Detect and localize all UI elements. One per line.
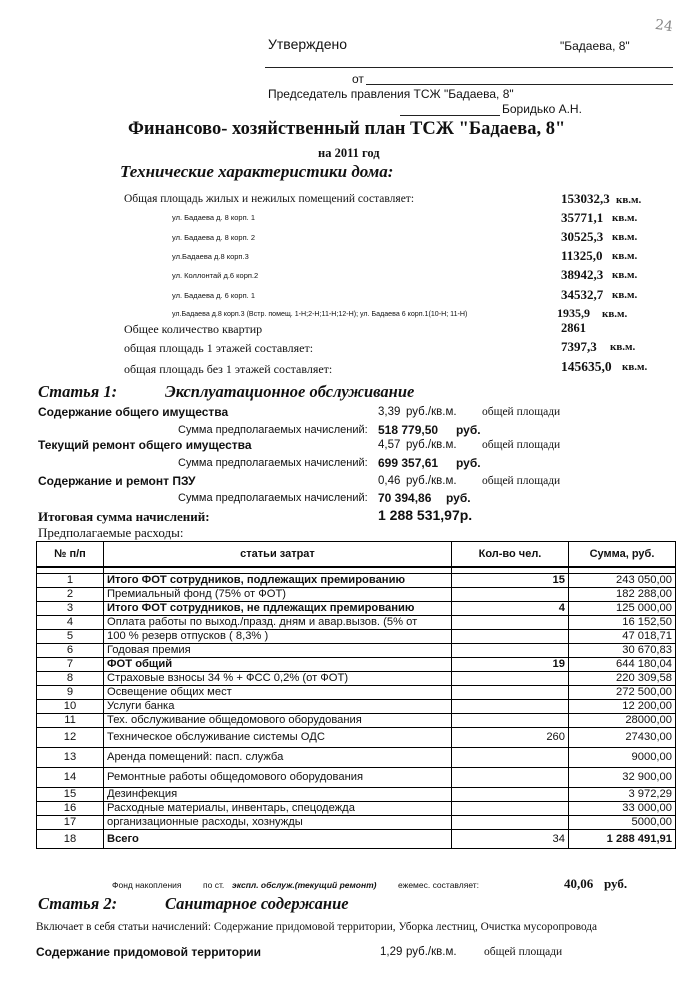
row-amount: 125 000,00 <box>569 602 676 616</box>
table-row <box>37 788 676 802</box>
unit-label: кв.м. <box>612 250 638 262</box>
fund-currency: руб. <box>604 876 628 891</box>
row-people-count <box>452 700 569 714</box>
row-cost-item: Техническое обслуживание системы ОДС <box>104 728 452 748</box>
row-amount: 5000,00 <box>569 816 676 830</box>
item-sum: 518 779,50 <box>378 423 439 437</box>
article2-item-note: общей площади <box>484 946 563 958</box>
unit-label: кв.м. <box>602 308 628 320</box>
total-label: Итоговая сумма начислений: <box>38 509 210 524</box>
table-row <box>37 616 676 630</box>
fund-label-b: по ст. <box>203 880 225 890</box>
row-number: 13 <box>37 748 104 768</box>
table-row <box>37 574 676 588</box>
table-row <box>37 658 676 672</box>
header-cost-item: статьи затрат <box>104 542 452 568</box>
sum-label: Сумма предполагаемых начислений: <box>178 424 368 436</box>
unit-label: кв.м. <box>616 194 642 206</box>
row-number: 6 <box>37 644 104 658</box>
row-amount: 9000,00 <box>569 748 676 768</box>
total-value: 1 288 531,97р. <box>378 507 473 523</box>
row-people-count <box>452 816 569 830</box>
row-amount: 28000,00 <box>569 714 676 728</box>
table-row <box>37 602 676 616</box>
row-people-count: 260 <box>452 728 569 748</box>
row-people-count <box>452 714 569 728</box>
row-people-count <box>452 788 569 802</box>
table-row <box>37 700 676 714</box>
row-people-count: 34 <box>452 830 569 849</box>
row-number: 11 <box>37 714 104 728</box>
table-row <box>37 748 676 768</box>
row-number: 7 <box>37 658 104 672</box>
item-sum: 70 394,86 <box>378 491 432 505</box>
floor1-value: 7397,3 <box>561 339 597 354</box>
row-cost-item: Дезинфекция <box>104 788 452 802</box>
item-name: Содержание общего имущества <box>38 405 229 419</box>
article2-title: Санитарное содержание <box>165 894 349 913</box>
sum-label: Сумма предполагаемых начислений: <box>178 457 368 469</box>
row-people-count: 4 <box>452 602 569 616</box>
building-value: 38942,3 <box>561 267 604 282</box>
building-value: 11325,0 <box>561 248 603 263</box>
no-floor1-label: общая площадь без 1 этажей составляет: <box>124 362 333 376</box>
item-rate-unit: руб./кв.м. <box>406 439 457 451</box>
table-row <box>37 686 676 700</box>
tech-heading: Технические характеристики дома: <box>120 162 394 181</box>
unit-label: кв.м. <box>610 341 636 353</box>
row-amount: 1 288 491,91 <box>569 830 676 849</box>
row-cost-item: ФОТ общий <box>104 658 452 672</box>
row-amount: 30 670,83 <box>569 644 676 658</box>
row-number: 18 <box>37 830 104 849</box>
page-title: Финансово- хозяйственный план ТСЖ "Бадаева, 8" <box>128 119 566 139</box>
total-area-value: 153032,3 <box>561 191 610 206</box>
article2-item-rate: 1,29 <box>380 946 403 958</box>
item-name: Текущий ремонт общего имущества <box>38 438 252 452</box>
signature-name: Боридько А.Н. <box>502 102 582 116</box>
table-header-row <box>37 542 676 568</box>
row-people-count <box>452 802 569 816</box>
area-note: общей площади <box>482 406 561 418</box>
row-people-count: 15 <box>452 574 569 588</box>
row-cost-item: Годовая премия <box>104 644 452 658</box>
floor1-label: общая площадь 1 этажей составляет: <box>124 341 314 355</box>
row-number: 15 <box>37 788 104 802</box>
row-number: 9 <box>37 686 104 700</box>
row-cost-item: Всего <box>104 830 452 849</box>
row-cost-item: Оплата работы по выход./празд. дням и авар.вызов. (5% от <box>104 616 452 630</box>
row-amount: 33 000,00 <box>569 802 676 816</box>
row-amount: 182 288,00 <box>569 588 676 602</box>
area-note: общей площади <box>482 475 561 487</box>
row-people-count <box>452 588 569 602</box>
building-value: 1935,9 <box>557 306 590 320</box>
item-name: Содержание и ремонт ПЗУ <box>38 474 196 488</box>
header-amount: Сумма, руб. <box>569 542 676 568</box>
table-row <box>37 802 676 816</box>
item-rate: 3,39 <box>378 406 401 418</box>
item-sum: 699 357,61 <box>378 456 439 470</box>
org-short-name: "Бадаева, 8" <box>560 39 630 53</box>
row-cost-item: Освещение общих мест <box>104 686 452 700</box>
row-people-count <box>452 748 569 768</box>
row-number: 5 <box>37 630 104 644</box>
row-amount: 12 200,00 <box>569 700 676 714</box>
table-body <box>37 567 676 849</box>
row-number: 12 <box>37 728 104 748</box>
chairman-label: Председатель правления ТСЖ "Бадаева, 8" <box>268 87 514 101</box>
row-amount: 272 500,00 <box>569 686 676 700</box>
building-value: 34532,7 <box>561 287 604 302</box>
row-cost-item: организационные расходы, хознужды <box>104 816 452 830</box>
item-rate-unit: руб./кв.м. <box>406 475 457 487</box>
building-label: ул. Бадаева д. 8 корп. 1 <box>172 213 256 222</box>
row-number: 8 <box>37 672 104 686</box>
building-label: ул.Бадаева д.8 корп.3 (Встр. помещ. 1-Н;2-Н;11-Н;12-Н); ул. Бадаева 6 корп.1(10-Н; 11-Н) <box>172 310 468 318</box>
apartments-value: 2861 <box>561 321 586 335</box>
table-row <box>37 830 676 849</box>
header-number: № п/п <box>37 542 104 568</box>
plan-year: на 2011 год <box>318 146 380 160</box>
sum-label: Сумма предполагаемых начислений: <box>178 492 368 504</box>
fund-label-d: ежемес. составляет: <box>398 880 480 890</box>
row-cost-item: Премиальный фонд (75% от ФОТ) <box>104 588 452 602</box>
table-row <box>37 728 676 748</box>
building-value: 35771,1 <box>561 210 604 225</box>
building-label: ул. Бадаева д. 8 корп. 2 <box>172 233 256 242</box>
area-note: общей площади <box>482 439 561 451</box>
fund-value: 40,06 <box>564 876 594 891</box>
article1-number: Статья 1: <box>38 382 118 401</box>
expenses-table <box>36 541 676 849</box>
row-cost-item: Услуги банка <box>104 700 452 714</box>
signature-line-2 <box>400 115 500 116</box>
row-cost-item: Аренда помещений: пасп. служба <box>104 748 452 768</box>
row-number: 17 <box>37 816 104 830</box>
article2-includes: Включает в себя статьи начислений: Содержание придомовой территории, Уборка лестниц, Очистка мусоропровода <box>36 921 598 933</box>
row-amount: 220 309,58 <box>569 672 676 686</box>
from-label: от <box>352 72 364 86</box>
row-people-count <box>452 644 569 658</box>
building-label: ул. Бадаева д. 6 корп. 1 <box>172 291 256 300</box>
item-rate: 4,57 <box>378 439 401 451</box>
apartments-label: Общее количество квартир <box>124 322 263 336</box>
unit-label: кв.м. <box>612 269 638 281</box>
article2-number: Статья 2: <box>38 894 118 913</box>
row-cost-item: Расходные материалы, инвентарь, спецодежда <box>104 802 452 816</box>
row-amount: 32 900,00 <box>569 768 676 788</box>
table-row <box>37 714 676 728</box>
row-people-count <box>452 686 569 700</box>
building-value: 30525,3 <box>561 229 604 244</box>
currency: руб. <box>446 491 471 505</box>
row-amount: 644 180,04 <box>569 658 676 672</box>
handwritten-page-number: 24 <box>653 16 674 36</box>
fund-label-c: экспл. обслуж.(текущий ремонт) <box>232 880 377 890</box>
date-line <box>366 84 673 85</box>
row-number: 10 <box>37 700 104 714</box>
row-amount: 3 972,29 <box>569 788 676 802</box>
article1-title: Эксплуатационное обслуживание <box>165 382 415 401</box>
building-label: ул.Бадаева д.8 корп.3 <box>172 252 249 261</box>
row-amount: 243 050,00 <box>569 574 676 588</box>
row-cost-item: Итого ФОТ сотрудников, не пдлежащих премированию <box>104 602 452 616</box>
item-rate: 0,46 <box>378 475 401 487</box>
article2-item-unit: руб./кв.м. <box>406 946 457 958</box>
unit-label: кв.м. <box>612 289 638 301</box>
row-people-count <box>452 630 569 644</box>
no-floor1-value: 145635,0 <box>561 359 612 374</box>
row-cost-item: 100 % резерв отпусков ( 8,3% ) <box>104 630 452 644</box>
total-area-label: Общая площадь жилых и нежилых помещений составляет: <box>124 193 415 205</box>
table-row <box>37 672 676 686</box>
row-amount: 16 152,50 <box>569 616 676 630</box>
table-row <box>37 588 676 602</box>
header-people-count: Кол-во чел. <box>452 542 569 568</box>
row-cost-item: Итого ФОТ сотрудников, подлежащих премированию <box>104 574 452 588</box>
row-people-count <box>452 616 569 630</box>
row-number: 1 <box>37 574 104 588</box>
row-number: 16 <box>37 802 104 816</box>
item-rate-unit: руб./кв.м. <box>406 406 457 418</box>
row-amount: 27430,00 <box>569 728 676 748</box>
building-label: ул. Коллонтай д.6 корп.2 <box>172 271 259 280</box>
signature-line-1 <box>265 67 673 68</box>
table-row <box>37 644 676 658</box>
table-row <box>37 768 676 788</box>
row-number: 14 <box>37 768 104 788</box>
row-people-count <box>452 672 569 686</box>
article2-item-name: Содержание придомовой территории <box>36 945 262 959</box>
currency: руб. <box>456 456 481 470</box>
row-people-count: 19 <box>452 658 569 672</box>
unit-label: кв.м. <box>612 212 638 224</box>
row-cost-item: Тех. обслуживание общедомового оборудования <box>104 714 452 728</box>
table-row <box>37 630 676 644</box>
row-number: 4 <box>37 616 104 630</box>
expenses-label: Предполагаемые расходы: <box>38 525 184 540</box>
fund-label-a: Фонд накопления <box>112 880 182 890</box>
row-amount: 47 018,71 <box>569 630 676 644</box>
unit-label: кв.м. <box>622 361 648 373</box>
currency: руб. <box>456 423 481 437</box>
row-people-count <box>452 768 569 788</box>
row-cost-item: Ремонтные работы общедомового оборудования <box>104 768 452 788</box>
approved-label: Утверждено <box>268 36 347 52</box>
table-row <box>37 816 676 830</box>
unit-label: кв.м. <box>612 231 638 243</box>
row-number: 3 <box>37 602 104 616</box>
row-cost-item: Страховые взносы 34 % + ФСС 0,2% (от ФОТ) <box>104 672 452 686</box>
row-number: 2 <box>37 588 104 602</box>
